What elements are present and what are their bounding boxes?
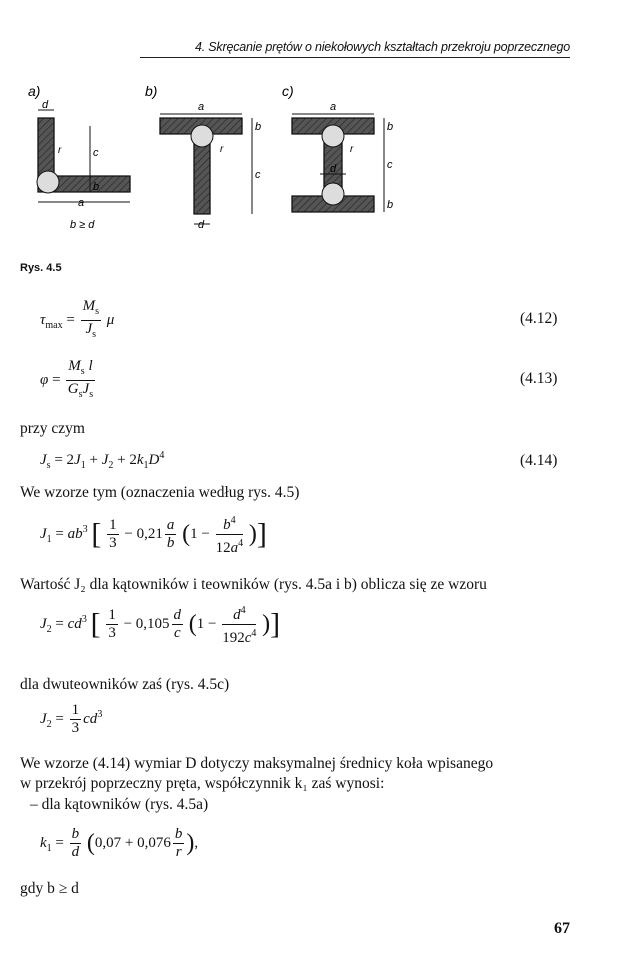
text-gdy: gdy b ≥ d bbox=[20, 880, 79, 897]
svg-text:c: c bbox=[93, 147, 99, 159]
equation-J1: $J_1 = ab^3$ [ $\frac{1}{3}$ − 0,21 $\frac{a}{b}$ (1 − $\frac{b^4}{12a^4}$ )] bbox=[40, 512, 267, 557]
figure-caption: Rys. 4.5 bbox=[20, 262, 62, 274]
text-dla-dwuteownikow: dla dwuteowników zaś (rys. 4.5c) bbox=[20, 676, 230, 693]
running-header: 4. Skręcanie prętów o niekołowych kształtach przekroju poprzecznego bbox=[195, 40, 570, 54]
svg-text:r: r bbox=[220, 144, 224, 155]
equation-label-4-13: (4.13) bbox=[520, 370, 558, 387]
text-we-wzorze-414-l1: We wzorze (4.14) wymiar D dotyczy maksymalnej średnicy koła wpisanego bbox=[20, 755, 494, 772]
svg-text:b: b bbox=[255, 121, 262, 133]
inscribed-circle-a bbox=[37, 171, 59, 193]
header-rule bbox=[140, 57, 570, 58]
label-b: b) bbox=[145, 83, 158, 99]
svg-text:b: b bbox=[387, 199, 394, 211]
equation-4-12: $\tau_{max}$ = $\frac{M_s}{J_s}$ μ bbox=[40, 298, 115, 340]
text-we-wzorze-tym: We wzorze tym (oznaczenia według rys. 4.5) bbox=[20, 484, 300, 501]
label-a: a) bbox=[28, 83, 41, 99]
svg-text:r: r bbox=[58, 145, 62, 156]
svg-text:a: a bbox=[78, 197, 85, 209]
text-dla-katownikow: – dla kątowników (rys. 4.5a) bbox=[30, 796, 209, 813]
svg-text:c: c bbox=[255, 169, 261, 181]
equation-J2-angle-tee: $J_2 = cd^3$ [ $\frac{1}{3}$ − 0,105 $\frac{d}{c}$ (1 − $\frac{d^4}{192c^4}$ )] bbox=[40, 602, 280, 647]
equation-k1: $k_1$ = $\frac{b}{d}$ (0,07 + 0,076 $\frac{b}{r}$ ), bbox=[40, 826, 199, 860]
equation-label-4-12: (4.12) bbox=[520, 310, 558, 327]
equation-label-4-14: (4.14) bbox=[520, 452, 558, 469]
inscribed-circle-c-bottom bbox=[322, 183, 344, 205]
equation-J2-i-beam: $J_2$ = $\frac{1}{3}$ $cd^3$ bbox=[40, 702, 103, 736]
text-przy-czym: przy czym bbox=[20, 420, 85, 437]
text-we-wzorze-414-l2: w przekrój poprzeczny pręta, współczynnik k₁ zaś wynosi: bbox=[20, 775, 385, 792]
svg-text:b: b bbox=[93, 181, 100, 193]
svg-text:b: b bbox=[387, 121, 394, 133]
inscribed-circle-c-top bbox=[322, 125, 344, 147]
svg-text:c: c bbox=[387, 159, 393, 171]
svg-text:d: d bbox=[330, 163, 337, 175]
condition-b-ge-d: b ≥ d bbox=[70, 219, 95, 231]
svg-text:a: a bbox=[198, 101, 205, 113]
inscribed-circle-b bbox=[191, 125, 213, 147]
svg-text:r: r bbox=[350, 144, 354, 155]
figure-4-5 bbox=[20, 78, 600, 248]
text-wartosc-j2: Wartość J₂ dla kątowników i teowników (rys. 4.5a i b) oblicza się ze wzoru bbox=[20, 576, 487, 593]
equation-4-13: φ = $\frac{M_s l}{G_sJ_s}$ bbox=[40, 358, 94, 400]
equation-4-14: $J_s = 2J_1 + J_2 + 2k_1D^4$ bbox=[40, 450, 165, 471]
svg-text:a: a bbox=[330, 101, 337, 113]
svg-text:d: d bbox=[42, 99, 49, 111]
svg-text:d: d bbox=[198, 219, 205, 231]
page-number: 67 bbox=[554, 920, 570, 937]
label-c: c) bbox=[282, 83, 294, 99]
